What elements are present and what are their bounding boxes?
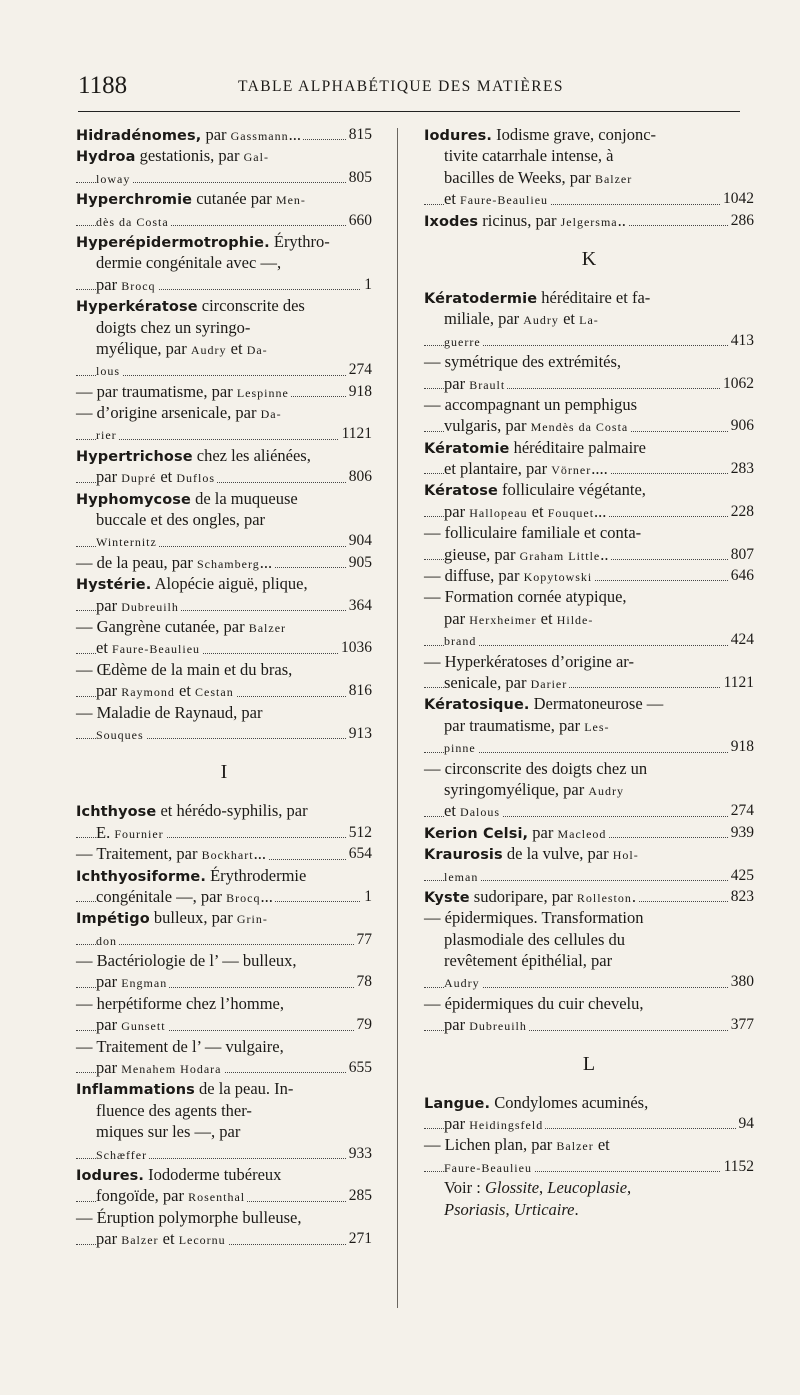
index-entry: Kerion Celsi, par Macleod 939 [424,822,754,842]
index-subentry: — de la peau, par Schamberg... 905 [76,552,372,572]
index-entry: Impétigo bulleux, par Grin- don 77 [76,907,372,950]
index-entry: Ichthyose et hérédo-syphilis, par E. Fournier 512 [76,801,372,842]
index-subentry: — Œdème de la main et du bras, par Raymond et Cestan 816 [76,659,372,701]
index-subentry: — Bactériologie de l’ — bulleux, par Engman 78 [76,951,372,992]
index-column-left [76,124,372,1250]
index-entry: Kératose folliculaire végétante, par Hallopeau et Fouquet... 228 [424,480,754,521]
index-subentry: — Hyperkératoses d’origine ar- senicale, par Darier 1121 [424,651,754,692]
index-subentry: — Éruption polymorphe bulleuse, par Balzer et Lecornu 271 [76,1207,372,1249]
see-also-reference: Voir : Glossite, Leucoplasie, Psoriasis, Urticaire. [444,1178,632,1219]
index-entry: Ichthyosiforme. Érythrodermie congénitale —, par Brocq... 1 [76,865,372,906]
section-letter-k: K [581,247,597,270]
index-subentry: — accompagnant un pemphigus vulgaris, par Mendès da Costa 906 [424,394,754,436]
index-entry: Kératomie héréditaire palmaire et plantaire, par Vörner.... 283 [424,437,754,479]
column-divider [397,128,398,1308]
index-subentry: — folliculaire familiale et conta- gieuse, par Graham Little.. 807 [424,523,754,564]
page-header [78,72,748,106]
index-entry: Kraurosis de la vulve, par Hol- leman 425 [424,843,754,886]
index-subentry: — herpétiforme chez l’homme, par Gunsett 79 [76,993,372,1035]
index-entry: Hidradénomes, par Gassmann... 815 [76,125,372,144]
index-subentry: — d’origine arsenicale, par Da- rier 1121 [76,402,372,445]
index-entry: Kératodermie héréditaire et fa- miliale, par Audry et La- guerre 413 [424,287,754,351]
section-letter-l: L [582,1052,596,1075]
index-entry: Hyperkératose circonscrite des doigts chez un syringo- myélique, par Audry et Da- lous 274 [76,295,372,381]
index-entry: Kératosique. Dermatoneurose — par traumatisme, par Les- pinne 918 [424,693,754,757]
index-entry: Inflammations de la peau. In- fluence des agents ther- miques sur les —, par Schæffer 933 [76,1078,372,1164]
index-subentry: — épidermiques. Transformation plasmodiale des cellules du revêtement épithélial, par Audry 380 [424,907,754,993]
header-rule [78,111,740,112]
index-subentry: — Traitement de l’ — vulgaire, par Menahem Hodara 655 [76,1036,372,1078]
index-entry: Kyste sudoripare, par Rolleston. 823 [424,886,754,906]
index-subentry: — circonscrite des doigts chez un syringomyélique, par Audry et Dalous 274 [424,758,754,821]
index-subentry: — diffuse, par Kopytowski 646 [424,566,754,586]
index-entry: Hyperépidermotrophie. Érythro- dermie congénitale avec —, par Brocq 1 [76,231,372,294]
index-subentry: — Lichen plan, par Balzer et Faure-Beaulieu 1152 [424,1134,754,1177]
index-subentry: — symétrique des extrémités, par Brault 1062 [424,352,754,393]
running-title: TABLE ALPHABÉTIQUE DES MATIÈRES [238,78,564,95]
index-subentry: — Traitement, par Bockhart... 654 [76,844,372,864]
index-entry: Hydroa gestationis, par Gal- loway 805 [76,145,372,188]
index-subentry: — Maladie de Raynaud, par Souques 913 [76,702,372,745]
index-subentry: — Gangrène cutanée, par Balzer et Faure-Beaulieu 1036 [76,616,372,658]
section-letter-i: I [220,761,228,784]
index-entry: Iodures. Iodisme grave, conjonc- tivite catarrhale intense, à bacilles de Weeks, par Balzer et Faure-Beaulieu 1042 [424,125,754,209]
index-entry: Hypertrichose chez les aliénées, par Dupré et Duflos 806 [76,445,372,487]
index-entry: Hyperchromie cutanée par Men- dès da Costa 660 [76,188,372,231]
index-column-right [424,124,754,1220]
index-entry: Hystérie. Alopécie aiguë, plique, par Dubreuilh 364 [76,574,372,615]
index-entry: Hyphomycose de la muqueuse buccale et des ongles, par Winternitz 904 [76,488,372,552]
page-number: 1188 [78,72,128,99]
index-subentry: — Formation cornée atypique, par Herxheimer et Hilde- brand 424 [424,586,754,650]
index-subentry: — par traumatisme, par Lespinne 918 [76,381,372,401]
index-entry: Langue. Condylomes acuminés, par Heidingsfeld 94 [424,1092,754,1134]
index-subentry: — épidermiques du cuir chevelu, par Dubreuilh 377 [424,993,754,1035]
index-entry: Ixodes ricinus, par Jelgersma.. 286 [424,210,754,230]
index-entry: Iodures. Iododerme tubéreux fongoïde, par Rosenthal 285 [76,1164,372,1206]
